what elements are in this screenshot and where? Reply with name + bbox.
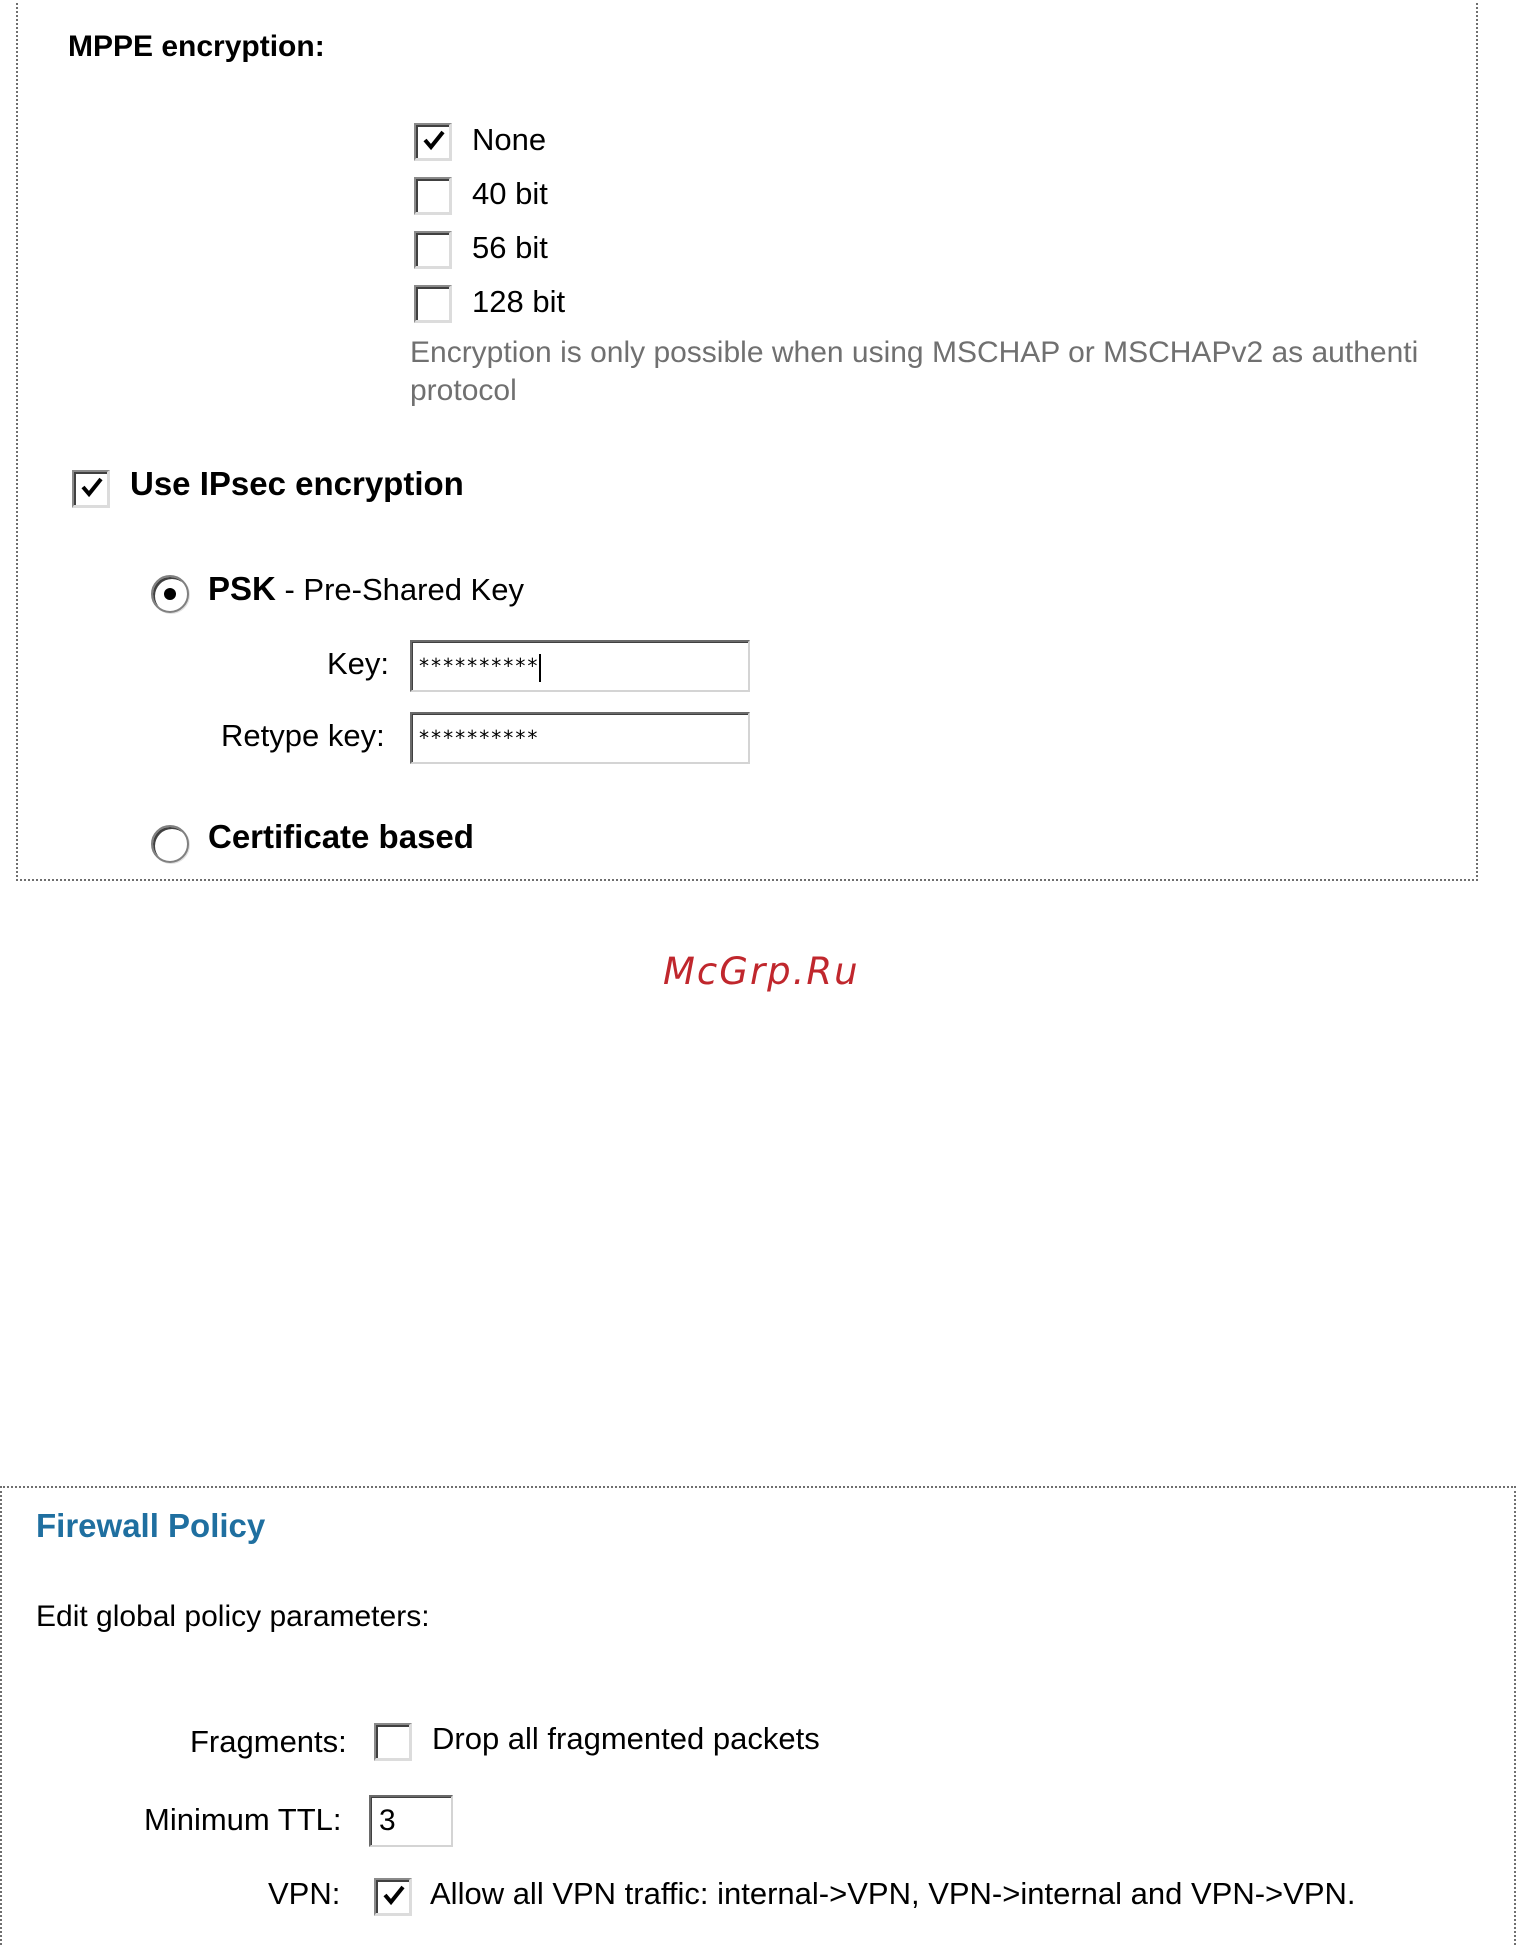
retype-key-input[interactable] — [410, 712, 750, 764]
mppe-note-line2: protocol — [410, 374, 517, 407]
mppe-none-label: None — [472, 122, 547, 157]
mppe-40bit-checkbox[interactable] — [414, 177, 452, 215]
checkmark-icon — [422, 128, 446, 152]
key-label: Key: — [327, 646, 390, 681]
mppe-note-line1: Encryption is only possible when using MSCHAP or MSCHAPv2 as authenti — [410, 336, 1419, 369]
firewall-policy-panel — [0, 1486, 1516, 1945]
retype-key-input-value: ********** — [418, 726, 539, 750]
mppe-none-checkbox[interactable] — [414, 123, 452, 161]
mppe-56bit-label: 56 bit — [472, 230, 548, 265]
ipsec-checkbox[interactable] — [72, 470, 110, 508]
min-ttl-value: 3 — [379, 1804, 396, 1837]
fragments-option-label: Drop all fragmented packets — [432, 1721, 820, 1756]
firewall-title: Firewall Policy — [36, 1507, 266, 1544]
mppe-128bit-label: 128 bit — [472, 284, 566, 319]
min-ttl-label: Minimum TTL: — [144, 1802, 342, 1837]
mppe-40bit-label: 40 bit — [472, 176, 548, 211]
vpn-option-label: Allow all VPN traffic: internal->VPN, VPN->internal and VPN->VPN. — [430, 1876, 1356, 1911]
mppe-128bit-checkbox[interactable] — [414, 285, 452, 323]
retype-key-label: Retype key: — [221, 718, 385, 753]
psk-label-bold: PSK — [208, 570, 276, 607]
radio-dot-icon — [164, 588, 176, 600]
mppe-56bit-checkbox[interactable] — [414, 231, 452, 269]
ipsec-label: Use IPsec encryption — [130, 465, 464, 502]
key-input[interactable] — [410, 640, 750, 692]
checkmark-icon — [382, 1883, 406, 1907]
watermark-logo: McGrp.Ru — [663, 950, 860, 993]
key-input-value: ********** — [418, 654, 539, 678]
firewall-subtitle: Edit global policy parameters: — [36, 1600, 430, 1633]
vpn-label: VPN: — [268, 1876, 341, 1911]
min-ttl-input[interactable] — [369, 1795, 453, 1847]
fragments-label: Fragments: — [190, 1724, 347, 1759]
mppe-title: MPPE encryption: — [68, 30, 325, 63]
text-caret — [539, 654, 541, 682]
mppe-ipsec-panel — [16, 0, 1478, 881]
certificate-radio[interactable] — [151, 825, 189, 863]
fragments-checkbox[interactable] — [374, 1723, 412, 1761]
checkmark-icon — [80, 475, 104, 499]
vpn-checkbox[interactable] — [374, 1878, 412, 1916]
certificate-label: Certificate based — [208, 818, 474, 855]
psk-label-rest: - Pre-Shared Key — [275, 572, 524, 607]
psk-radio[interactable] — [151, 575, 189, 613]
psk-label — [208, 570, 524, 608]
